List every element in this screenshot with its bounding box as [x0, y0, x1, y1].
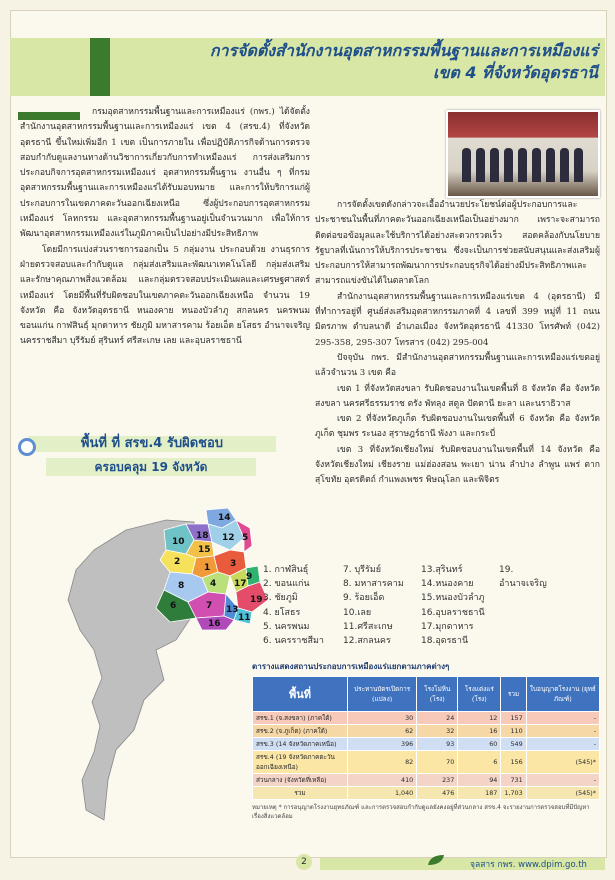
- table-row: สรข.1 (จ.สงขลา) (ภาคใต้) 30 24 12 157 -: [253, 712, 600, 725]
- region-heading: [28, 432, 276, 484]
- map-label: 2: [174, 557, 181, 567]
- mining-table-section: [252, 660, 600, 821]
- province-column-2: 7. บุรีรัมย์ 8. มหาสารคาม 9. ร้อยเอ็ด 10.เลย 11.ศรีสะเกษ 12.สกลนคร: [343, 565, 404, 647]
- province-column-1: 1. กาฬสินธุ์ 2. ขอนแก่น 3. ชัยภูมิ 4. ยโสธร 5. นครพนม 6. นครราชสีมา: [263, 565, 324, 647]
- page-number: 2: [296, 854, 312, 870]
- right-paragraph-2: สำนักงานอุตสาหกรรมพื้นฐานและการเหมืองแร่เขต 4 (อุดรธานี) มีที่ทำการอยู่ที่ ศูนย์ส่งเสริมอุตสาหกรรมภาคที่ 4 เลขที่ 399 หมู่ที่ 11 ถนนมิตรภาพ ตำบลนาดี อำเภอเมือง จังหวัดอุดรธานี 41330 โทรศัพท์ (042) 295-358, 295-307 โทรสาร (042) 295-004: [315, 291, 600, 348]
- footer-site: จุลสาร กพร. www.dpim.go.th: [470, 860, 587, 870]
- table-row: สรข.2 (จ.ภูเก็ต) (ภาคใต้) 62 32 16 110 -: [253, 725, 600, 738]
- table-total-row: รวม 1,040 476 187 1,703 (545)*: [253, 787, 600, 800]
- map-label: 14: [218, 513, 231, 523]
- table-title: ตารางแสดงสถานประกอบการเหมืองแร่แยกตามภาคต่างๆ: [252, 662, 450, 671]
- map-label: 8: [178, 581, 185, 591]
- right-paragraph-4: เขต 1 ที่จังหวัดสงขลา รับผิดชอบงานในเขตพื้นที่ 8 จังหวัด คือ จังหวัดสงขลา นครศรีธรรมราช ตรัง พัทลุง สตูล ปัตตานี ยะลา และนราธิวาส: [315, 383, 600, 409]
- right-column: [315, 198, 600, 489]
- map-label: 12: [222, 533, 235, 543]
- province-column-4: 19. อำนาจเจริญ: [499, 565, 547, 590]
- title-line-1: การจัดตั้งสำนักงานอุตสาหกรรมพื้นฐานและการเหมืองแร่: [209, 41, 598, 60]
- map-label: 4: [210, 579, 217, 589]
- map-label: 11: [238, 613, 251, 623]
- map-label: 5: [242, 533, 249, 543]
- table-header-row: พื้นที่ ประทานบัตรเปิดการ (แปลง) โรงโม่หิน (โรง) โรงแต่งแร่ (โรง) รวม ใบอนุญาตโรงงาน (ยุทธ์ภัณฑ์): [253, 677, 600, 712]
- map-label: 13: [226, 605, 239, 615]
- region-heading-line-2: ครอบคลุม 19 จังหวัด: [46, 458, 256, 476]
- right-paragraph-1: การจัดตั้งเขตดังกล่าวจะเอื้ออำนวยประโยชน์ต่อผู้ประกอบการและประชาชนในพื้นที่ภาคตะวันออกเฉียงเหนือเป็นอย่างมาก เพราะจะสามารถติดต่อขอข้อมูลและใช้บริการได้อย่างสะดวกรวดเร็ว สอดคล้องกับนโยบายรัฐบาลที่เน้นการให้บริการประชาชน ซึ่งจะเป็นการช่วยสนับสนุนและส่งเสริมผู้ประกอบการให้สามารถพัฒนาการประกอบธุรกิจได้อย่างมีประสิทธิภาพและสามารถแข่งขันได้ในตลาดโลก: [315, 200, 600, 287]
- group-photo: [446, 110, 600, 198]
- region-heading-line-1: พื้นที่ ที่ สรข.4 รับผิดชอบ: [28, 436, 276, 452]
- table-footnote: หมายเหตุ * การอนุญาตโรงงานยุทธภัณฑ์ และการตรวจสอบกำกับดูแลยังคงอยู่ที่ส่วนกลาง สรข.4 จะรายงานการตรวจสอบที่มีปัญหาเรื่องสิ่งแวดล้อม: [252, 804, 590, 820]
- map-label: 7: [206, 601, 213, 611]
- map-label: 19: [250, 595, 263, 605]
- left-column: [20, 105, 310, 350]
- page-title: [110, 40, 598, 84]
- table-row: สรข.3 (14 จังหวัดภาคเหนือ) 396 93 60 549 -: [253, 738, 600, 751]
- map-label: 15: [198, 545, 211, 555]
- table-row: สรข.4 (19 จังหวัดภาคตะวันออกเฉียงเหนือ) 82 70 6 156 (545)*: [253, 751, 600, 774]
- map-label: 6: [170, 601, 177, 611]
- left-paragraph-1: กรมอุตสาหกรรมพื้นฐานและการเหมืองแร่ (กพร.) ได้จัดตั้งสำนักงานอุตสาหกรรมพื้นฐานและการเหมืองแร่ เขต 4 (สรข.4) ที่จังหวัดอุดรธานี ขึ้นใหม่เพิ่มอีก 1 เขต เป็นการภายใน เพื่อปฏิบัติภารกิจด้านการตรวจสอบกำกับดูแลงานทางด้านวิชาการเกี่ยวกับการทำเหมืองแร่ การส่งเสริมการประกอบกิจการอุตสาหกรรมเหมืองแร่ อุตสาหกรรมพื้นฐาน งานอื่น ๆ ที่กรมอุตสาหกรรมพื้นฐานและการเหมืองแร่ได้รับมอบหมาย และการให้บริการแก่ผู้ประกอบการในเขตภาคตะวันออกเฉียงเหนือ ซึ่งผู้ประกอบการอุตสาหกรรมเหมืองแร่ โลหกรรม และอุตสาหกรรมพื้นฐานอยู่เป็นจำนวนมาก เพื่อให้การพัฒนาอุตสาหกรรมเหมืองแร่ในภูมิภาคเป็นไปอย่างมีประสิทธิภาพ: [20, 107, 310, 240]
- title-accent-tab: [90, 38, 110, 96]
- map-label: 9: [246, 572, 253, 582]
- map-label: 10: [172, 537, 185, 547]
- right-paragraph-6: เขต 3 ที่จังหวัดเชียงใหม่ รับผิดชอบงานในเขตพื้นที่ 14 จังหวัด คือ จังหวัดเชียงใหม่ เชียงราย แม่ฮ่องสอน พะเยา น่าน ลำปาง ลำพูน แพร่ ตาก สุโขทัย อุตรดิตถ์ กำแพงเพชร พิษณุโลก และพิจิตร: [315, 444, 600, 486]
- title-line-2: เขต 4 ที่จังหวัดอุดรธานี: [432, 63, 598, 82]
- table-row: ส่วนกลาง (จังหวัดที่เหลือ) 410 237 94 731 -: [253, 774, 600, 787]
- leaf-icon: [426, 853, 446, 867]
- left-paragraph-2: โดยมีการแบ่งส่วนราชการออกเป็น 5 กลุ่มงาน ประกอบด้วย งานธุรการ ฝ่ายตรวจสอบและกำกับดูแล กลุ่มส่งเสริมและพัฒนาเทคโนโลยี กลุ่มส่งเสริมและรักษาคุณภาพสิ่งแวดล้อม และกลุ่มตรวจสอบประเมินผลและเศรษฐศาสตร์เหมืองแร่ โดยมีพื้นที่รับผิดชอบในเขตภาคตะวันออกเฉียงเหนือ จำนวน 19 จังหวัด คือ จังหวัดอุดรธานี หนองคาย หนองบัวลำภู สกลนคร นครพนม ขอนแก่น กาฬสินธุ์ มุกดาหาร ชัยภูมิ มหาสารคาม ร้อยเอ็ด ยโสธร อำนาจเจริญ นครราชสีมา บุรีรัมย์ สุรินทร์ ศรีสะเกษ เลย และอุบลราชธานี: [20, 244, 310, 347]
- right-paragraph-5: เขต 2 ที่จังหวัดภูเก็ต รับผิดชอบงานในเขตพื้นที่ 6 จังหวัด คือ จังหวัดภูเก็ต ชุมพร ระนอง สุราษฎร์ธานี พังงา และกระบี่: [315, 414, 600, 440]
- map-label: 1: [204, 563, 211, 573]
- province-column-3: 13.สุรินทร์ 14.หนองคาย 15.หนองบัวลำภู 16.อุบลราชธานี 17.มุกดาหาร 18.อุดรธานี: [421, 565, 485, 647]
- map-label: 3: [230, 559, 237, 569]
- map-label: 18: [196, 531, 209, 541]
- circle-bullet-icon: [18, 438, 36, 456]
- map-label: 16: [208, 619, 221, 629]
- map-label: 17: [234, 579, 247, 589]
- mining-table: [252, 676, 600, 800]
- right-paragraph-3: ปัจจุบัน กพร. มีสำนักงานอุตสาหกรรมพื้นฐานและการเหมืองแร่เขตอยู่แล้วจำนวน 3 เขต คือ: [315, 352, 600, 379]
